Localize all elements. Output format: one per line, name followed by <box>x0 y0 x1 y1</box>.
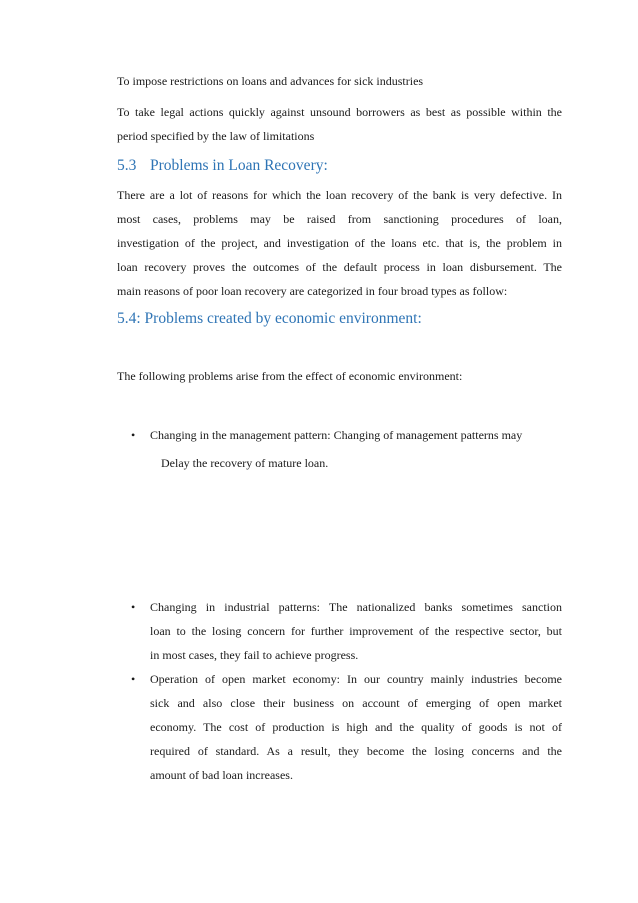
section-5-4-intro: The following problems arise from the effect of economic environment: <box>117 369 463 383</box>
bullet-3-line: economy. The cost of production is high and the quality of goods is not of <box>150 720 562 734</box>
bullet-3-line: sick and also close their business on account of emerging of open market <box>150 696 562 710</box>
section-heading-5-3 <box>117 157 328 175</box>
section-heading-5-4: 5.4: Problems created by economic environment: <box>117 310 422 327</box>
bullet-1-line-2: Delay the recovery of mature loan. <box>161 456 329 470</box>
bullet-2-line: in most cases, they fail to achieve progress. <box>150 648 359 662</box>
intro-line-2: To take legal actions quickly against unsound borrowers as best as possible within the <box>117 105 562 119</box>
section-title: Problems in Loan Recovery: <box>150 157 328 174</box>
intro-line-1: To impose restrictions on loans and advances for sick industries <box>117 74 424 88</box>
bullet-icon: • <box>131 428 136 442</box>
bullet-icon: • <box>131 672 136 686</box>
paragraph-line: most cases, problems may be raised from sanctioning procedures of loan, <box>117 212 562 226</box>
bullet-icon: • <box>131 600 136 614</box>
bullet-3-line: amount of bad loan increases. <box>150 768 293 782</box>
paragraph-line: There are a lot of reasons for which the loan recovery of the bank is very defective. In <box>117 188 562 202</box>
bullet-2-line: Changing in industrial patterns: The nationalized banks sometimes sanction <box>150 600 562 614</box>
intro-line-3: period specified by the law of limitations <box>117 129 315 143</box>
bullet-3-line: Operation of open market economy: In our country mainly industries become <box>150 672 562 686</box>
paragraph-line: investigation of the project, and investigation of the loans etc. that is, the problem in <box>117 236 562 250</box>
paragraph-line: loan recovery proves the outcomes of the default process in loan disbursement. The <box>117 260 562 274</box>
bullet-3-line: required of standard. As a result, they become the losing concerns and the <box>150 744 562 758</box>
bullet-2-line: loan to the losing concern for further improvement of the respective sector, but <box>150 624 562 638</box>
paragraph-line: main reasons of poor loan recovery are categorized in four broad types as follow: <box>117 284 508 298</box>
section-number: 5.3 <box>117 157 137 174</box>
bullet-1-line-1: Changing in the management pattern: Changing of management patterns may <box>150 428 523 442</box>
